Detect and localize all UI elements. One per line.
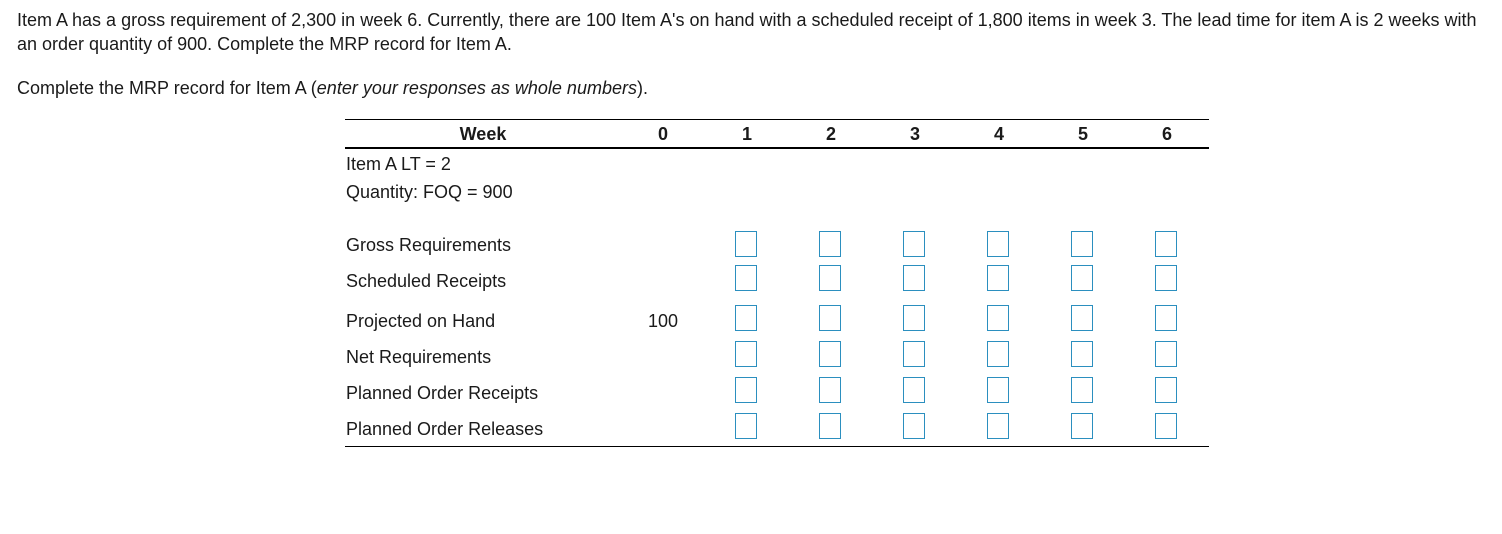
scheduled-receipts-week-3-input[interactable] [903,265,925,291]
planned-order-receipts-week-6-input[interactable] [1155,377,1177,403]
instruction-text [17,76,648,100]
projected-on-hand-week-1-input[interactable] [735,305,757,331]
quantity-label: Quantity: FOQ = 900 [346,182,513,202]
table-bottom-rule [345,446,1209,447]
week-3-header: 3 [909,124,920,144]
row-label-projected-on-hand: Projected on Hand [346,311,496,331]
instruction-suffix: ). [636,78,648,98]
projected-on-hand-week-2-input[interactable] [819,305,841,331]
net-requirements-week-1-input[interactable] [735,341,757,367]
week-6-header: 6 [1161,124,1172,144]
instruction-emphasis: enter your responses as whole numbers [316,78,637,98]
planned-order-releases-week-6-input[interactable] [1155,413,1177,439]
net-requirements-week-2-input[interactable] [819,341,841,367]
projected-on-hand-week-3-input[interactable] [903,305,925,331]
gross-requirements-week-5-input[interactable] [1071,231,1093,257]
planned-order-releases-week-5-input[interactable] [1071,413,1093,439]
projected-on-hand-week-5-input[interactable] [1071,305,1093,331]
scheduled-receipts-week-1-input[interactable] [735,265,757,291]
row-label-scheduled-receipts: Scheduled Receipts [346,271,507,291]
gross-requirements-week-6-input[interactable] [1155,231,1177,257]
instruction-prefix: Complete the MRP record for Item A ( [17,78,317,98]
row-label-net-requirements: Net Requirements [346,347,492,367]
net-requirements-week-5-input[interactable] [1071,341,1093,367]
table-top-rule [345,119,1209,120]
week-1-header: 1 [741,124,752,144]
week-header: Week [459,124,507,144]
planned-order-releases-week-1-input[interactable] [735,413,757,439]
row-label-planned-order-receipts: Planned Order Receipts [346,383,539,403]
row-label-gross-requirements: Gross Requirements [346,235,512,255]
planned-order-receipts-week-3-input[interactable] [903,377,925,403]
planned-order-receipts-week-2-input[interactable] [819,377,841,403]
planned-order-releases-week-4-input[interactable] [987,413,1009,439]
scheduled-receipts-week-6-input[interactable] [1155,265,1177,291]
planned-order-releases-week-3-input[interactable] [903,413,925,439]
week-2-header: 2 [825,124,836,144]
net-requirements-week-3-input[interactable] [903,341,925,367]
net-requirements-week-6-input[interactable] [1155,341,1177,367]
gross-requirements-week-4-input[interactable] [987,231,1009,257]
gross-requirements-week-1-input[interactable] [735,231,757,257]
planned-order-releases-week-2-input[interactable] [819,413,841,439]
week-0-header: 0 [657,124,668,144]
scheduled-receipts-week-2-input[interactable] [819,265,841,291]
item-lead-time-label: Item A LT = 2 [346,154,451,174]
table-header-rule [345,147,1209,149]
row-label-planned-order-releases: Planned Order Releases [346,419,544,439]
week-5-header: 5 [1077,124,1088,144]
projected-on-hand-week-0: 100 [647,311,679,331]
gross-requirements-week-2-input[interactable] [819,231,841,257]
projected-on-hand-week-4-input[interactable] [987,305,1009,331]
projected-on-hand-week-6-input[interactable] [1155,305,1177,331]
planned-order-receipts-week-4-input[interactable] [987,377,1009,403]
scheduled-receipts-week-5-input[interactable] [1071,265,1093,291]
planned-order-receipts-week-5-input[interactable] [1071,377,1093,403]
gross-requirements-week-3-input[interactable] [903,231,925,257]
problem-statement: Item A has a gross requirement of 2,300 in week 6. Currently, there are 100 Item A's on hand with a scheduled receipt of 1,800 items in week 3. The lead time for item A is 2 weeks with an order quantity of 900. Complete the MRP record for Item A. [17,10,1477,54]
net-requirements-week-4-input[interactable] [987,341,1009,367]
scheduled-receipts-week-4-input[interactable] [987,265,1009,291]
week-4-header: 4 [993,124,1004,144]
planned-order-receipts-week-1-input[interactable] [735,377,757,403]
